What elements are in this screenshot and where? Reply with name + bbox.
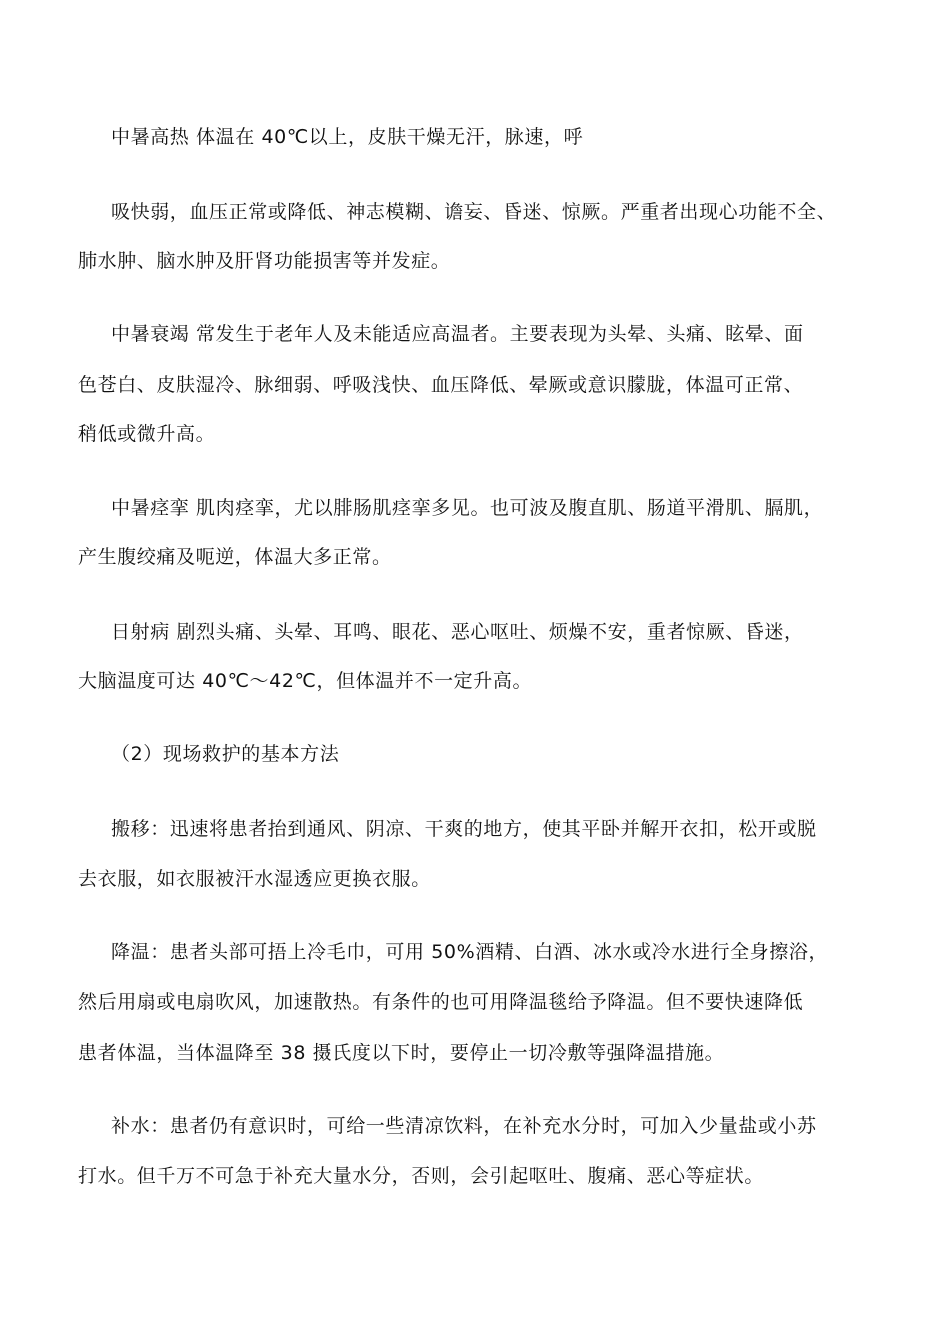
heat-exhaustion-line-2: 色苍白、皮肤湿冷、脉细弱、呼吸浅快、血压降低、晕厥或意识朦胧，体温可正常、 (78, 374, 804, 396)
relocate-line-1: 搬移：迅速将患者抬到通风、阴凉、干爽的地方，使其平卧并解开衣扣，松开或脱 (111, 818, 817, 840)
section-heading-first-aid: （2）现场救护的基本方法 (111, 743, 340, 765)
cooling-line-2: 然后用扇或电扇吹风，加速散热。有条件的也可用降温毯给予降温。但不要快速降低 (78, 991, 804, 1013)
relocate-line-2: 去衣服，如衣服被汗水湿透应更换衣服。 (78, 868, 431, 890)
sunstroke-line-2: 大脑温度可达 40℃～42℃，但体温并不一定升高。 (78, 670, 533, 692)
heat-cramps-line-2: 产生腹绞痛及呃逆，体温大多正常。 (78, 546, 392, 568)
heat-exhaustion-line-3: 稍低或微升高。 (78, 423, 216, 445)
rehydration-line-2: 打水。但千万不可急于补充大量水分，否则，会引起呕吐、腹痛、恶心等症状。 (78, 1165, 765, 1187)
sunstroke-line-1: 日射病 剧烈头痛、头晕、耳鸣、眼花、恶心呕吐、烦燥不安，重者惊厥、昏迷， (111, 621, 804, 643)
heatstroke-high-fever-line-2: 吸快弱，血压正常或降低、神志模糊、谵妄、昏迷、惊厥。严重者出现心功能不全、 (111, 201, 837, 223)
heat-exhaustion-line-1: 中暑衰竭 常发生于老年人及未能适应高温者。主要表现为头晕、头痛、眩晕、面 (111, 323, 804, 345)
heatstroke-high-fever-line-3: 肺水肿、脑水肿及肝肾功能损害等并发症。 (78, 250, 451, 272)
rehydration-line-1: 补水：患者仍有意识时，可给一些清凉饮料，在补充水分时，可加入少量盐或小苏 (111, 1115, 817, 1137)
cooling-line-1: 降温：患者头部可捂上冷毛巾，可用 50%酒精、白酒、冰水或冷水进行全身擦浴， (111, 941, 829, 963)
cooling-line-3: 患者体温，当体温降至 38 摄氏度以下时，要停止一切冷敷等强降温措施。 (78, 1042, 725, 1064)
heat-cramps-line-1: 中暑痉挛 肌肉痉挛，尤以腓肠肌痉挛多见。也可波及腹直肌、肠道平滑肌、膈肌， (111, 497, 824, 519)
heatstroke-high-fever-line-1: 中暑高热 体温在 40℃以上，皮肤干燥无汗，脉速，呼 (111, 126, 584, 148)
